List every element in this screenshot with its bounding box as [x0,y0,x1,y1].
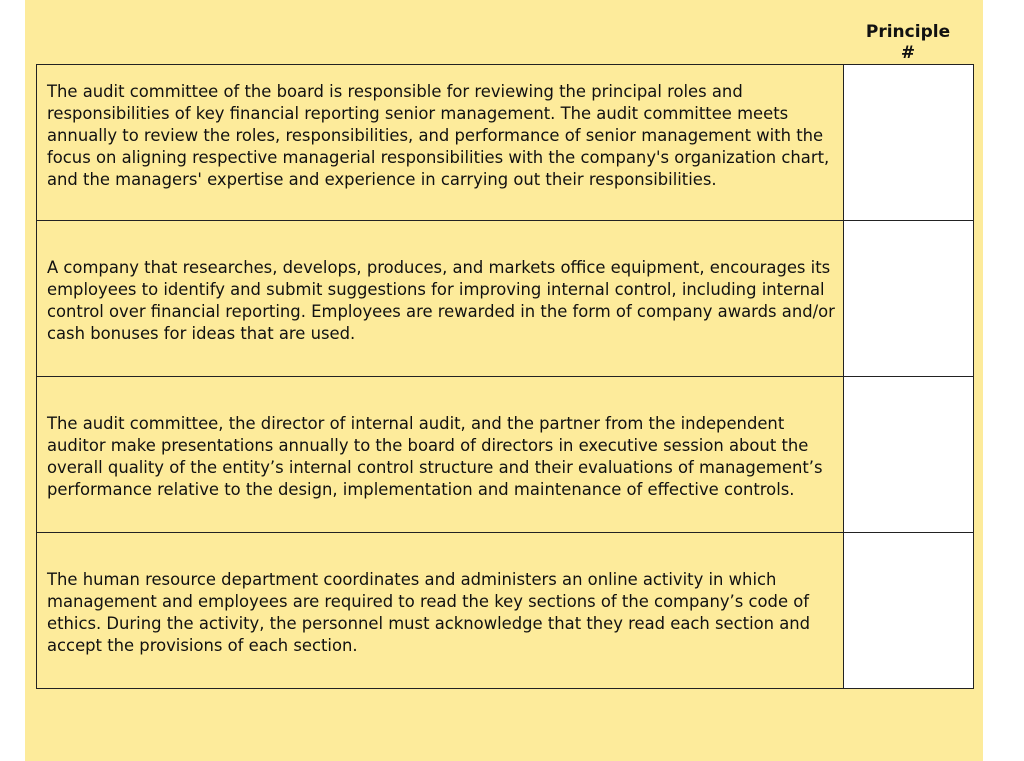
scenario-table [36,64,974,689]
table-row [37,221,974,377]
principle-answer-cell[interactable] [844,221,974,377]
scenario-text: The human resource department coordinates and administers an online activity in which management and employees are required to read the key sections of the company’s code of ethics. During the activity, the personnel must acknowledge that they read each section and accept the provisions of each section. [47,570,811,655]
principle-header-label: Principle [865,22,951,42]
scenario-cell [37,533,844,689]
scenario-cell [37,65,844,221]
table-row [37,65,974,221]
table-row [37,377,974,533]
scenario-text: The audit committee of the board is responsible for reviewing the principal roles and responsibilities of key financial reporting senior management. The audit committee meets annually to review the roles, responsibilities, and performance of senior management with the focus on aligning respective managerial responsibilities with the company's organization chart, and the managers' expertise and experience in carrying out their responsibilities. [47,82,830,189]
principle-answer-cell[interactable] [844,377,974,533]
table-row [37,533,974,689]
principle-answer-cell[interactable] [844,533,974,689]
scenario-text: The audit committee, the director of internal audit, and the partner from the independent auditor make presentations annually to the board of directors in executive session about the overall quality of the entity’s internal control structure and their evaluations of management’s performance relative to the design, implementation and maintenance of effective controls. [47,414,823,499]
scenario-cell [37,377,844,533]
scenario-text: A company that researches, develops, produces, and markets office equipment, encourages its employees to identify and submit suggestions for improving internal control, including internal control over financial reporting. Employees are rewarded in the form of company awards and/or cash bonuses for ideas that are used. [47,258,835,343]
principle-answer-cell[interactable] [844,65,974,221]
principle-header-number-sign: # [900,43,916,63]
principle-column-header [843,22,973,64]
scenario-cell [37,221,844,377]
